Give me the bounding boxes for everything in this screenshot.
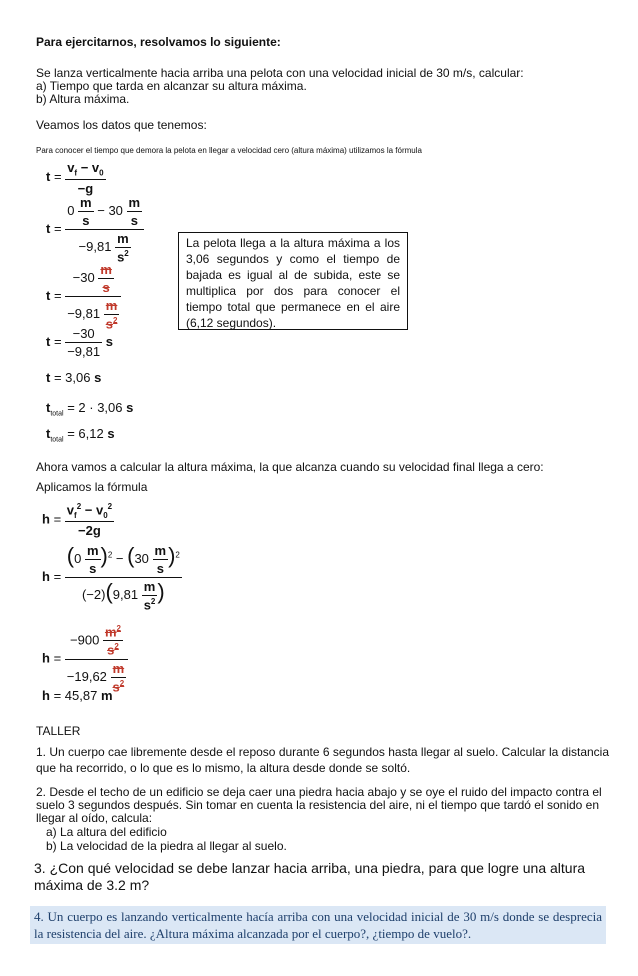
taller-q2-a: a) La altura del edificio — [46, 825, 167, 839]
apply-formula: Aplicamos la fórmula — [36, 480, 148, 494]
formula-t-total-result: $t_{total} = 6,12$ s — [46, 426, 115, 444]
formula-h-substituted: h = (0 $\frac{m}{s}$ )$^2$ − (30 $\frac{m}{s}$ )$^2$ (−2)(9,81 $\frac{m}{s^2}$ ) — [42, 543, 180, 613]
problem-statement: Se lanza verticalmente hacia arriba una pelota con una velocidad inicial de 30 m/s, calcular: — [36, 66, 524, 80]
taller-q3: 3. ¿Con qué velocidad se debe lanzar hacia arriba, una piedra, para que logre una altura máxima de 3.2 m? — [34, 860, 586, 893]
formula-t-cancel: t = −30 $\frac{m}{s}$ −9,81 $\frac{m}{s^2}$ — [46, 262, 121, 331]
taller-q2-line2: suelo 3 segundos después. Sin tomar en cuenta la resistencia del aire, ni el tiempo que tardó el sonido en — [36, 798, 600, 812]
note-box: La pelota llega a la altura máxima a los 3,06 segundos y como el tiempo de bajada es igual al de subida, este se multiplica por dos para conocer el tiempo total que permanece en el aire (6,12 segundos). — [178, 232, 408, 330]
height-intro: Ahora vamos a calcular la altura máxima, la que alcanza cuando su velocidad final llega a cero: — [36, 460, 544, 474]
data-intro: Veamos los datos que tenemos: — [36, 118, 207, 132]
time-intro: Para conocer el tiempo que demora la pelota en llegar a velocidad cero (altura máxima) utilizamos la fórmula — [36, 146, 422, 155]
problem-part-a: a) Tiempo que tarda en alcanzar su altura máxima. — [36, 79, 307, 93]
heading: Para ejercitarnos, resolvamos lo siguiente: — [36, 35, 281, 49]
formula-h-general: h = $\frac{v_f^2 - v_0^2}{-2g}$ — [42, 502, 113, 538]
taller-q1-line1: 1. Un cuerpo cae libremente desde el reposo durante 6 segundos hasta llegar al suelo. Calcular la distancia — [36, 745, 610, 759]
taller-title: TALLER — [36, 724, 81, 738]
formula-t-result: t = 3,06 s — [46, 370, 102, 385]
formula-h-result: h = 45,87 m — [42, 688, 113, 703]
problem-part-b: b) Altura máxima. — [36, 92, 130, 106]
formula-t-total: $t_{total} = 2 \cdot 3,06$ s — [46, 400, 134, 418]
taller-q1-line2: que ha recorrido, o lo que es lo mismo, la altura desde donde se soltó. — [36, 761, 411, 775]
taller-q4: 4. Un cuerpo es lanzando verticalmente hacía arriba con una velocidad inicial de 30 m/s donde se desprecia la resistencia del aire. ¿Altura máxima alcanzada por el cuerpo?, ¿tiempo de vuelo?. — [30, 906, 606, 944]
formula-h-cancel: h = −900 $\frac{m^2}{s^2}$ −19,62 $\frac{m}{s^2}$ — [42, 624, 128, 694]
formula-t-general: t = $\frac{v_f - v_0}{-g}$ — [46, 160, 104, 196]
taller-q2-line3: llegar al oído, calcula: — [36, 811, 153, 825]
taller-q2-line1: 2. Desde el techo de un edificio se deja caer una piedra hacia abajo y se oye el ruido del impacto contra el — [36, 785, 602, 799]
taller-q2-b: b) La velocidad de la piedra al llegar al suelo. — [46, 839, 287, 853]
formula-t-numeric: t = $\frac{-30}{-9,81}$ s — [46, 326, 113, 359]
formula-t-substituted: t = 0 $\frac{m}{s}$ − 30 $\frac{m}{s}$ −9,81 $\frac{m}{s^2}$ — [46, 195, 144, 264]
